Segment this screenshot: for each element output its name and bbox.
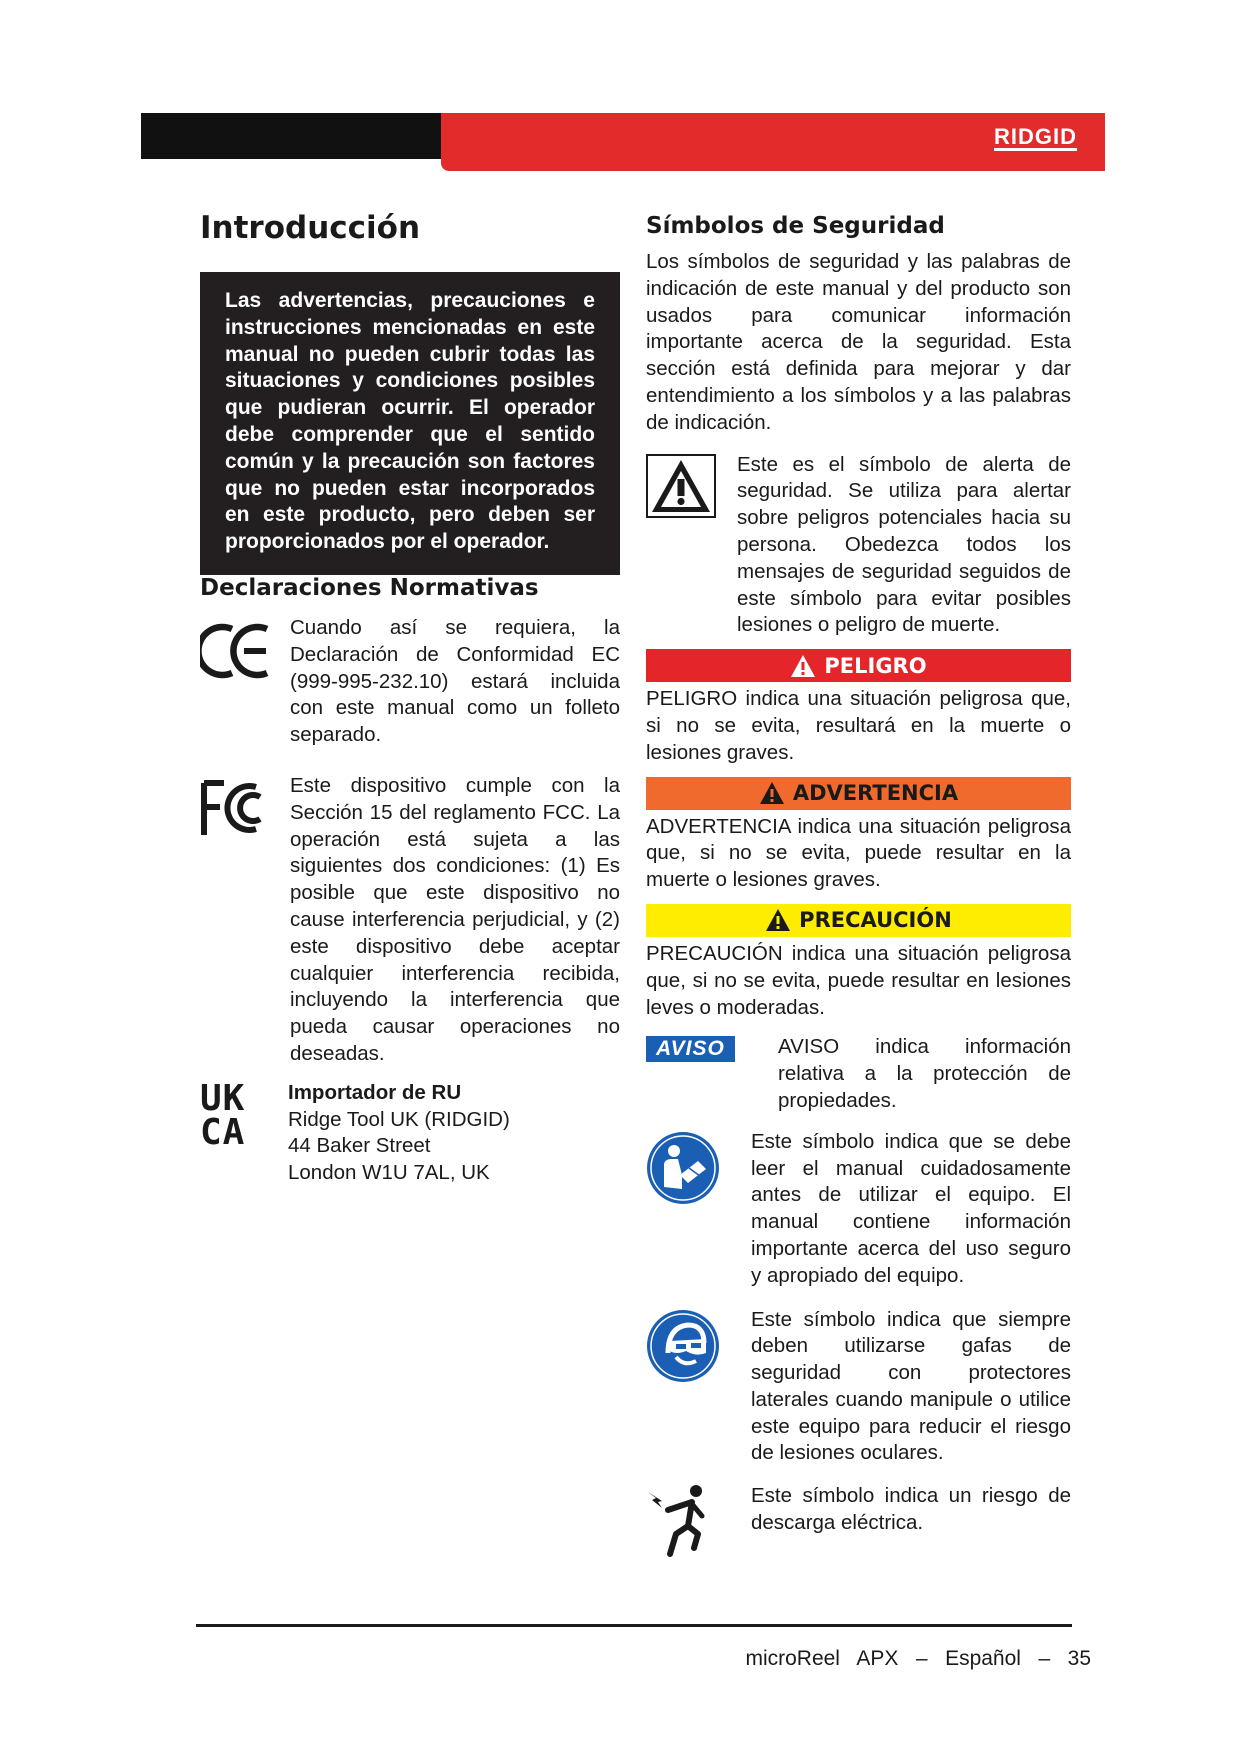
alert-triangle-icon xyxy=(790,654,816,678)
fcc-row xyxy=(200,773,620,1068)
notice-badge: AVISO xyxy=(646,1036,735,1062)
caution-text: PRECAUCIÓN indica una situación peligrosa que, si no se evita, puede resultar en lesiones leves o moderadas. xyxy=(646,941,1071,1019)
electric-shock-icon xyxy=(646,1482,706,1558)
alert-triangle-icon xyxy=(759,781,785,805)
ukca-row xyxy=(200,1077,620,1187)
caution-signal-panel xyxy=(646,904,1071,937)
ce-text: Cuando así se requiera, la Declaración de Conformidad EC (999-995-232.10) estará incluida con este manual como un folleto separado. xyxy=(290,615,620,747)
importer-line: Ridge Tool UK (RIDGID) xyxy=(288,1107,510,1131)
shock-row xyxy=(646,1483,1071,1537)
intro-warning-box: Las advertencias, precauciones e instrucciones mencionadas en este manual no pueden cubrir todas las situaciones y condiciones posibles que pudieran ocurrir. El operador debe comprender que el sentido común y la precaución son factores que no pueden estar incorporados en este producto, pero deben ser proporcionados por el operador. xyxy=(200,272,620,575)
left-column xyxy=(200,205,620,1187)
notice-row xyxy=(646,1034,1071,1114)
footer: microReel APX – Español – 35 xyxy=(745,1647,1091,1670)
manual-text: Este símbolo indica que se debe leer el manual cuidadosamente antes de utilizar el equipo. El manual contiene información importante acerca del uso seguro y apropiado del equipo. xyxy=(751,1129,1071,1287)
intro-title: Introducción xyxy=(200,210,421,246)
safety-goggles-icon xyxy=(646,1309,720,1383)
footer-model: APX xyxy=(856,1647,899,1670)
safety-alert-icon xyxy=(646,454,716,518)
footer-divider xyxy=(196,1624,1072,1627)
safety-title: Símbolos de Seguridad xyxy=(646,213,945,239)
alert-triangle-icon xyxy=(765,908,791,932)
safety-intro: Los símbolos de seguridad y las palabras de indicación de este manual y del producto son usados para comunicar información importante acerca de la seguridad. Esta sección está definida para mejorar y dar entendimiento a los símbolos y a las palabras de indicación. xyxy=(646,250,1071,434)
ukca-mark-top: UK xyxy=(200,1077,246,1119)
read-manual-icon xyxy=(646,1131,720,1205)
importer-block xyxy=(288,1080,620,1187)
alert-row xyxy=(646,452,1071,640)
warning-signal-panel xyxy=(646,777,1071,810)
ridgid-logo: RIDGID xyxy=(994,124,1077,149)
header-black-block xyxy=(141,113,441,159)
danger-text: PELIGRO indica una situación peligrosa que, si no se evita, resultará en la muerte o lesiones graves. xyxy=(646,687,1071,764)
goggles-text: Este símbolo indica que siempre deben utilizarse gafas de seguridad con protectores laterales cuando manipule o utilice este equipo para reducir el riesgo de lesiones oculares. xyxy=(751,1307,1071,1465)
header-red-block xyxy=(441,113,1105,159)
ce-mark-icon xyxy=(200,621,272,681)
regulatory-title: Declaraciones Normativas xyxy=(200,574,539,601)
notice-text: AVISO indica información relativa a la protección de propiedades. xyxy=(778,1035,1071,1112)
importer-line: 44 Baker Street xyxy=(288,1134,431,1158)
fcc-logo-icon xyxy=(200,777,272,843)
alert-text: Este es el símbolo de alerta de seguridad. Se utiliza para alertar sobre peligros potenciales hacia su persona. Obedezca todos los mensajes de seguridad seguidos de este símbolo para evitar posibles lesiones o peligro de muerte. xyxy=(737,452,1071,637)
header-bar xyxy=(141,113,1105,171)
footer-product: microReel xyxy=(745,1647,840,1670)
manual-row xyxy=(646,1129,1071,1290)
importer-title: Importador de RU xyxy=(288,1080,462,1104)
fcc-text: Este dispositivo cumple con la Sección 15 del reglamento FCC. La operación está sujeta a las siguientes dos condiciones: (1) Es posible que este dispositivo no cause interferencia perjudicial, y (2) este dispositivo debe aceptar cualquier interferencia recibida, incluyendo la interferencia que pueda causar operaciones no deseadas. xyxy=(290,773,620,1065)
goggles-row xyxy=(646,1307,1071,1468)
ukca-mark-icon xyxy=(200,1077,246,1153)
warning-text: ADVERTENCIA indica una situación peligrosa que, si no se evita, puede resultar en la muerte o lesiones graves. xyxy=(646,814,1071,892)
ukca-mark-bottom: CA xyxy=(200,1111,246,1153)
page-number: 35 xyxy=(1067,1647,1091,1670)
warning-label: ADVERTENCIA xyxy=(792,781,959,806)
caution-label: PRECAUCIÓN xyxy=(799,908,952,933)
shock-text: Este símbolo indica un riesgo de descarga eléctrica. xyxy=(751,1484,1071,1535)
right-column xyxy=(646,205,1071,1537)
header-red-strip xyxy=(441,159,1105,171)
ce-row xyxy=(200,615,620,749)
importer-line: London W1U 7AL, UK xyxy=(288,1161,490,1185)
danger-label: PELIGRO xyxy=(824,653,927,678)
danger-signal-panel xyxy=(646,649,1071,682)
footer-language: Español xyxy=(945,1647,1021,1670)
